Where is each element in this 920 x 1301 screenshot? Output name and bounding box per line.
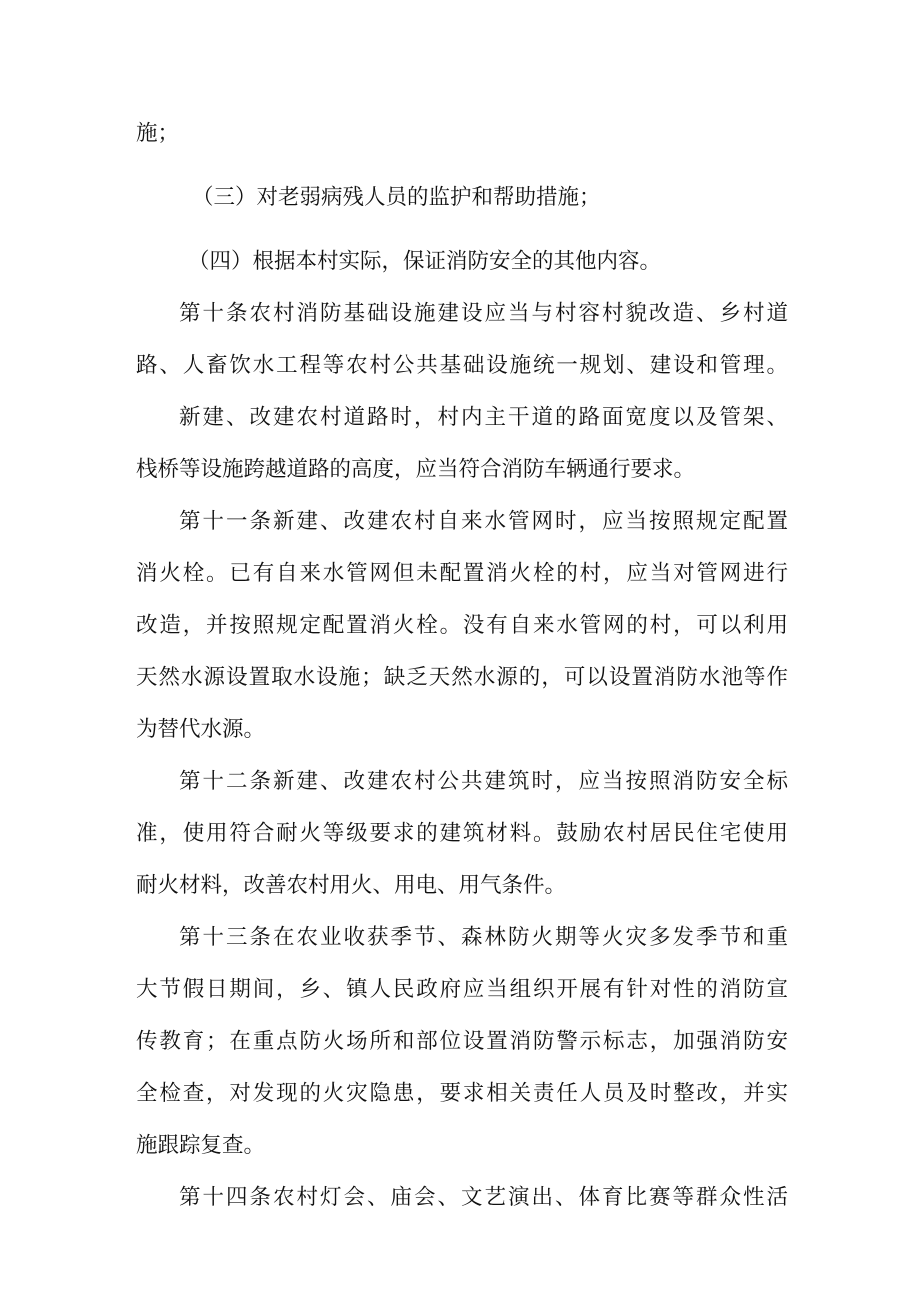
article-line: 天然水源设置取水设施；缺乏天然水源的，可以设置消防水池等作 — [136, 665, 788, 690]
article-line: 施跟踪复查。 — [136, 1133, 266, 1158]
paragraph-line: 栈桥等设施跨越道路的高度，应当符合消防车辆通行要求。 — [136, 457, 696, 482]
document-body — [136, 108, 788, 1224]
article-line: 传教育；在重点防火场所和部位设置消防警示标志，加强消防安 — [136, 1029, 788, 1054]
article-line: 第十一条新建、改建农村自来水管网时，应当按照规定配置 — [179, 509, 788, 534]
article-line: 消火栓。已有自来水管网但未配置消火栓的村，应当对管网进行 — [136, 561, 788, 586]
article-line: 改造，并按照规定配置消火栓。没有自来水管网的村，可以利用 — [136, 613, 788, 638]
paragraph-line: 新建、改建农村道路时，村内主干道的路面宽度以及管架、 — [179, 405, 788, 430]
article-line: 准，使用符合耐火等级要求的建筑材料。鼓励农村居民住宅使用 — [136, 821, 788, 846]
article-line: 为替代水源。 — [136, 717, 266, 742]
article-line: 路、人畜饮水工程等农村公共基础设施统一规划、建设和管理。 — [136, 353, 788, 378]
text-line: 施； — [136, 121, 180, 146]
article-line: 第十四条农村灯会、庙会、文艺演出、体育比赛等群众性活 — [179, 1185, 788, 1210]
article-line: 第十三条在农业收获季节、森林防火期等火灾多发季节和重 — [179, 925, 788, 950]
article-line: 全检查，对发现的火灾隐患，要求相关责任人员及时整改，并实 — [136, 1081, 788, 1106]
article-line: 大节假日期间，乡、镇人民政府应当组织开展有针对性的消防宣 — [136, 977, 788, 1002]
list-item: （四）根据本村实际，保证消防安全的其他内容。 — [188, 249, 662, 274]
list-item: （三）对老弱病残人员的监护和帮助措施； — [192, 185, 601, 210]
article-line: 第十条农村消防基础设施建设应当与村容村貌改造、乡村道 — [179, 301, 788, 326]
article-line: 第十二条新建、改建农村公共建筑时，应当按照消防安全标 — [179, 769, 788, 794]
article-line: 耐火材料，改善农村用火、用电、用气条件。 — [136, 873, 567, 898]
